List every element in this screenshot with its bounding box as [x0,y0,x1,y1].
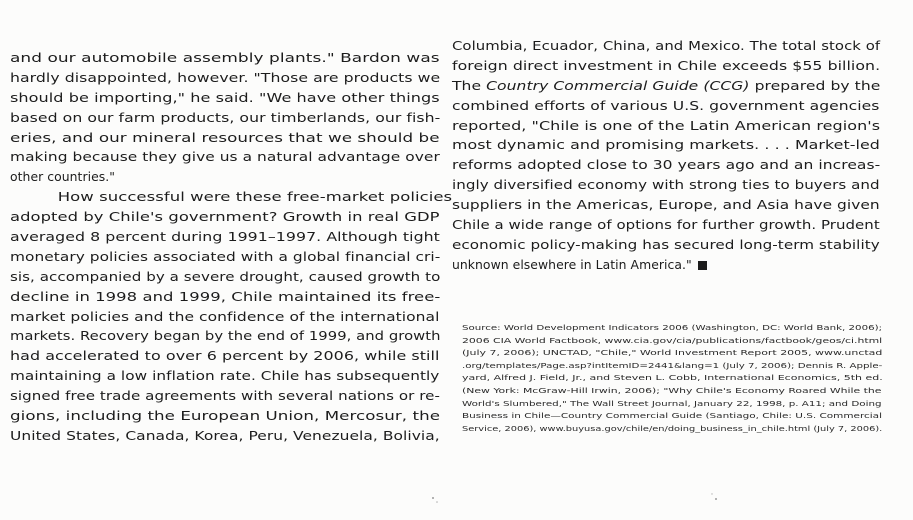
text-line: The Country Commercial Guide (CCG) prepared by the [452,77,881,93]
text-line: gions, including the European Union, Mercosur, the [10,408,441,424]
text-line: United States, Canada, Korea, Peru, Venezuela, Bolivia, [10,427,440,443]
text-line: markets. Recovery began by the end of 1999, and growth [10,328,441,344]
text-line: combined efforts of various U.S. government agencies [452,97,880,113]
text-line: adopted by Chile's government? Growth in real GDP [10,209,440,225]
text-line: How successful were these free-market policies [57,189,453,205]
text-line: other countries." [10,169,116,185]
text-line: unknown elsewhere in Latin America." [452,255,882,275]
source-line: World's Slumbered," The Wall Street Journal, January 22, 1998, p. A11; and Doing [462,399,882,408]
text-line: monetary policies associated with a global financial cri- [10,248,441,264]
text-line: hardly disappointed, however. "Those are products we [10,69,441,85]
text-line: sis, accompanied by a severe drought, caused growth to [10,268,441,284]
text-line: making because they give us a natural advantage over [10,149,440,165]
source-line: (New York: McGraw-Hill Irwin, 2006); "Why Chile's Economy Roared While the [462,386,882,395]
right-text-column [452,36,882,275]
scan-speck [436,501,438,503]
source-note [462,322,882,435]
source-line: 2006 CIA World Factbook, www.cia.gov/cia/publications/factbook/geos/ci.html [462,336,883,345]
left-text-column [10,48,453,446]
scan-speck [715,498,717,500]
text-line: Columbia, Ecuador, China, and Mexico. The total stock of [452,38,881,53]
text-line: had accelerated to over 6 percent by 2006, while still [10,348,440,364]
text-line: maintaining a low inflation rate. Chile has subsequently [10,368,440,384]
source-line: yard, Alfred J. Field, Jr., and Steven L. Cobb, International Economics, 5th ed. [462,374,883,383]
text-line: eries, and our mineral resources that we should be [10,129,440,145]
text-line: based on our farm products, our timberlands, our fish- [10,109,441,125]
text-line: and our automobile assembly plants." Bardon was [10,50,440,65]
text-line: most dynamic and promising markets. . . . Market-led [452,137,880,153]
source-line: (July 7, 2006); UNCTAD, "Chile," World Investment Report 2005, www.unctad [462,349,883,358]
text-line: should be importing," he said. "We have other things [10,89,440,105]
source-line: Source: World Development Indicators 2006 (Washington, DC: World Bank, 2006); [462,324,883,332]
text-line: reported, "Chile is one of the Latin American region's [452,117,881,133]
text-line: market policies and the confidence of the international [10,308,440,324]
text-line: foreign direct investment in Chile exceeds $55 billion. [452,57,881,73]
scan-speck [711,493,712,494]
text-line: decline in 1998 and 1999, Chile maintained its free- [10,288,441,304]
italic-title: Country Commercial Guide (CCG) [486,77,750,93]
text-line: reforms adopted close to 30 years ago and an increas- [452,157,881,173]
text-line: averaged 8 percent during 1991–1997. Although tight [10,229,440,245]
text-line: Chile a wide range of options for further growth. Prudent [452,217,880,233]
scan-speck [432,497,434,499]
text-line: suppliers in the Americas, Europe, and Asia have given [452,197,880,213]
source-line: .org/templates/Page.asp?intItemID=2441&lang=1 (July 7, 2006); Dennis R. Apple- [462,361,883,370]
text-line: ingly diversified economy with strong ties to buyers and [452,177,880,193]
source-line: Business in Chile—Country Commercial Guide (Santiago, Chile: U.S. Commercial [462,412,882,421]
text-line: economic policy-making has secured long-term stability [452,236,880,252]
text-line: signed free trade agreements with several nations or re- [10,388,440,404]
end-of-article-mark [698,261,707,270]
source-line: Service, 2006), www.buyusa.gov/chile/en/doing_business_in_chile.html (July 7, 2006). [462,424,883,433]
